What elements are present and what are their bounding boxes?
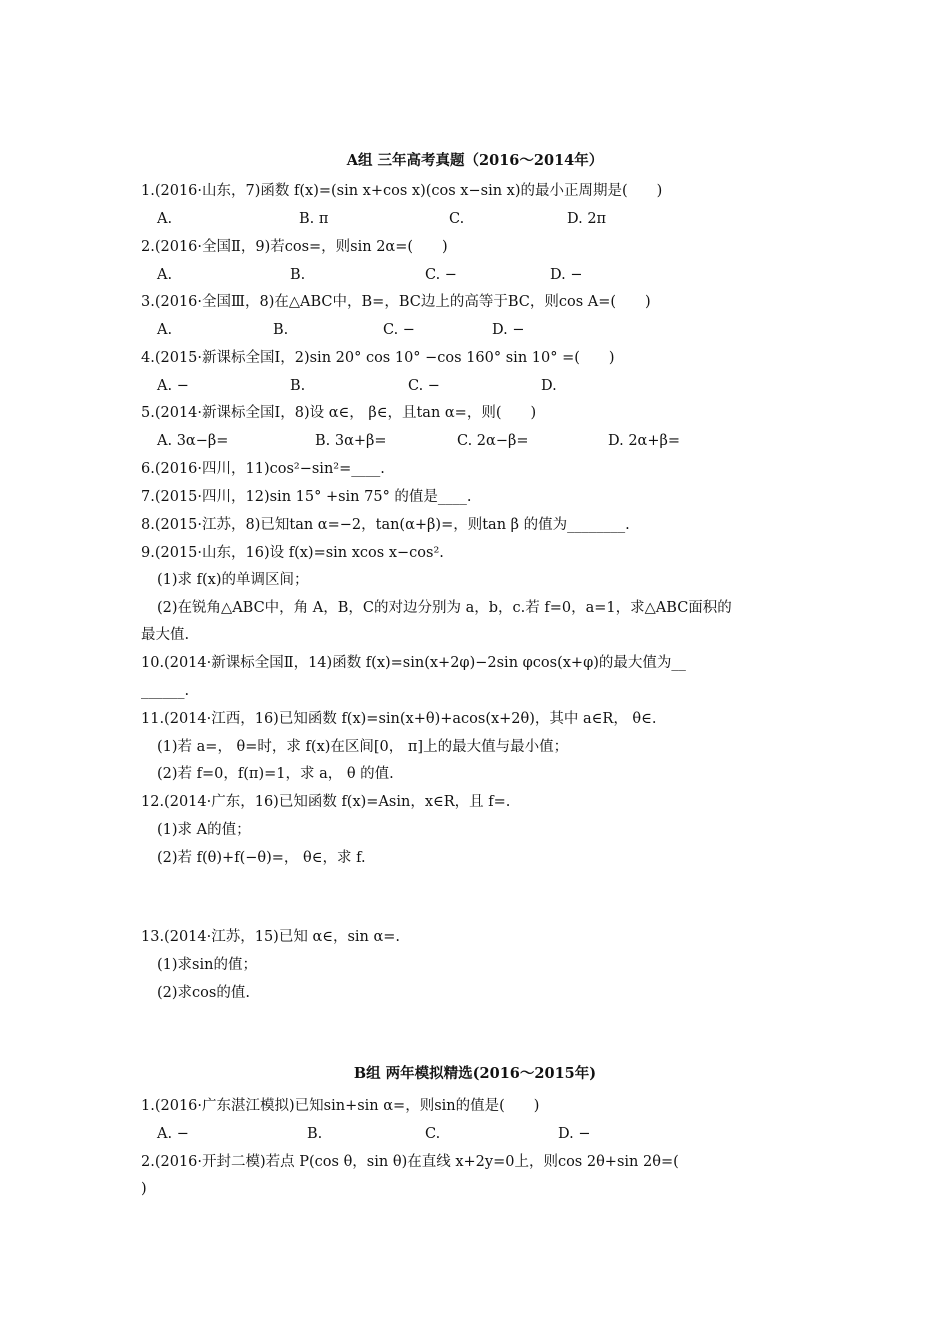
option-c: C. −	[408, 378, 440, 394]
option-d: D. −	[492, 322, 525, 338]
question-a2: 2.(2016·全国Ⅱ，9)若cos=，则sin 2α=( )	[141, 239, 448, 255]
option-d: D.	[541, 378, 557, 394]
option-c: C.	[449, 211, 465, 227]
question-a5-options	[157, 431, 817, 451]
section-b-title: B组 两年模拟精选(2016～2015年)	[353, 1065, 597, 1082]
option-b: B. 3α+β=	[315, 433, 387, 449]
question-a1-options	[157, 209, 817, 229]
option-c: C.	[425, 1126, 441, 1142]
question-a12-part1: (1)求 A的值；	[157, 822, 251, 838]
question-a13-part1: (1)求sin的值；	[157, 957, 257, 973]
option-a: A.	[157, 322, 173, 338]
option-a: A. −	[157, 1126, 189, 1142]
question-a10: 10.(2014·新课标全国Ⅱ，14)函数 f(x)=sin(x+2φ)−2sin φcos(x+φ)的最大值为__	[141, 655, 686, 671]
question-a1: 1.(2016·山东，7)函数 f(x)=(sin x+cos x)(cos x−sin x)的最小正周期是( )	[141, 183, 663, 199]
question-a4: 4.(2015·新课标全国Ⅰ，2)sin 20° cos 10° −cos 160° sin 10° =( )	[141, 350, 615, 366]
question-a10-cont: ______.	[141, 683, 190, 699]
option-b: B.	[273, 322, 289, 338]
question-a13-part2: (2)求cos的值.	[157, 985, 250, 1001]
question-a9-part2-cont: 最大值.	[141, 627, 190, 643]
question-a8: 8.(2015·江苏，8)已知tan α=−2，tan(α+β)=，则tan β 的值为________.	[141, 517, 630, 533]
section-a-title: A组 三年高考真题（2016～2014年）	[346, 152, 604, 169]
question-a9: 9.(2015·山东，16)设 f(x)=sin xcos x−cos².	[141, 545, 444, 561]
option-d: D. 2π	[567, 211, 607, 227]
question-b1: 1.(2016·广东湛江模拟)已知sin+sin α=，则sin的值是( )	[141, 1098, 540, 1114]
option-d: D. −	[550, 267, 583, 283]
question-a13: 13.(2014·江苏，15)已知 α∈，sin α=.	[141, 929, 401, 945]
question-a11-part1: (1)若 a=， θ=时，求 f(x)在区间[0， π]上的最大值与最小值；	[157, 739, 569, 755]
option-d: D. 2α+β=	[608, 433, 681, 449]
question-a12: 12.(2014·广东，16)已知函数 f(x)=Asin，x∈R，且 f=.	[141, 794, 511, 810]
question-b2: 2.(2016·开封二模)若点 P(cos θ，sin θ)在直线 x+2y=0上，则cos 2θ+sin 2θ=(	[141, 1154, 679, 1170]
option-c: C. −	[383, 322, 415, 338]
question-a11: 11.(2014·江西，16)已知函数 f(x)=sin(x+θ)+acos(x+2θ)，其中 a∈R， θ∈.	[141, 711, 657, 727]
question-a3-options	[157, 320, 817, 340]
option-a: A.	[157, 267, 173, 283]
question-a4-options	[157, 376, 817, 396]
question-b2-cont: )	[141, 1181, 147, 1197]
option-c: C. 2α−β=	[457, 433, 529, 449]
option-d: D. −	[558, 1126, 591, 1142]
question-a2-options	[157, 265, 817, 285]
question-a11-part2: (2)若 f=0，f(π)=1，求 a， θ 的值.	[157, 766, 394, 782]
option-b: B.	[290, 267, 306, 283]
option-b: B. π	[299, 211, 329, 227]
option-a: A. −	[157, 378, 189, 394]
question-a9-part2: (2)在锐角△ABC中，角 A，B，C的对边分别为 a，b，c.若 f=0，a=1，求△ABC面积的	[157, 600, 732, 616]
question-a7: 7.(2015·四川，12)sin 15° +sin 75° 的值是____.	[141, 489, 472, 505]
option-b: B.	[290, 378, 306, 394]
question-a6: 6.(2016·四川，11)cos²−sin²=____.	[141, 461, 385, 477]
question-a5: 5.(2014·新课标全国Ⅰ，8)设 α∈， β∈，且tan α=，则( )	[141, 405, 537, 421]
option-a: A.	[157, 211, 173, 227]
question-b1-options	[157, 1124, 817, 1144]
question-a9-part1: (1)求 f(x)的单调区间；	[157, 572, 309, 588]
question-a3: 3.(2016·全国Ⅲ，8)在△ABC中，B=，BC边上的高等于BC，则cos A=( )	[141, 294, 651, 310]
option-a: A. 3α−β=	[157, 433, 229, 449]
question-a12-part2: (2)若 f(θ)+f(−θ)=， θ∈，求 f.	[157, 850, 366, 866]
option-c: C. −	[425, 267, 457, 283]
option-b: B.	[307, 1126, 323, 1142]
